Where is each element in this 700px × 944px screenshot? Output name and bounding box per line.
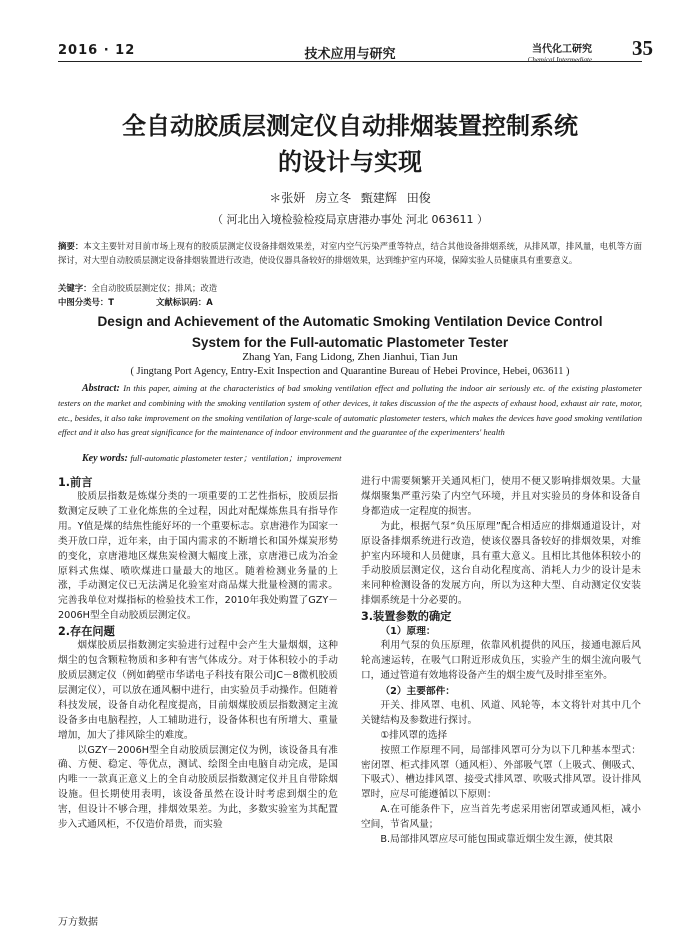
abstract-cn-text: 本文主要针对目前市场上现有的胶质层测定仪设备排烟效果差，对室内空气污染严重等特点，结合其他设备排烟系统，从排风罩，排风量，电机等方面探讨，对大型自动胶质层测定设备排烟装置进行改造，使设仪器具备较好的排烟效果，达到维护室内环境，保障实验人员健康具有重要意义。 xyxy=(58,241,643,265)
title-en-line1: Design and Achievement of the Automatic Smoking Ventilation Device Control xyxy=(97,314,603,329)
abstract-en-label: Abstract xyxy=(82,383,117,394)
doc-code-label: 文献标识码： xyxy=(155,297,207,307)
abstract-cn-label: 摘要： xyxy=(58,241,84,251)
keywords-en-label: Key words xyxy=(82,453,125,464)
abstract-cn xyxy=(58,239,642,267)
paragraph: 按照工作原理不同，局部排风罩可分为以下几种基本型式：密闭罩、柜式排风罩（通风柜）、外部吸气罩（上吸式、侧吸式、下吸式）、槽边排风罩、接受式排风罩、吹吸式排风罩。设计排风罩时，应尽可能遵循以下原则： xyxy=(361,744,641,801)
page-number: 35 xyxy=(632,36,653,60)
section-heading: 2.存在问题 xyxy=(58,625,115,639)
body-column-right xyxy=(361,475,641,848)
title-cn-line1: 全自动胶质层测定仪自动排烟装置控制系统 xyxy=(122,112,578,140)
paragraph: 为此，根据气泵“负压原理”配合相适应的排烟通道设计，对原设备排烟系统进行改造，使该仪器具备较好的排烟效果，对维护室内环境和人员健康，具有重大意义。且相比其他体积较小的手动胶质层测定仪，这台自动化程度高、消耗人力少的设计是未来同种检测设备的发展方向，所以为这种大型、自动测定仪安装排烟系统是十分必要的。 xyxy=(361,520,641,607)
section-heading: 3.装置参数的确定 xyxy=(361,610,452,624)
authors-cn: ＊张妍 房立冬 甄建辉 田俊 xyxy=(269,191,431,205)
title-cn-line2: 的设计与实现 xyxy=(278,148,422,176)
class-label: 中图分类号： xyxy=(58,297,109,307)
paragraph: 胶质层指数是炼煤分类的一项重要的工艺性指标，胶质层指数测定反映了工业化炼焦的全过程，因此对配煤炼焦具有指导作用。Y值是煤的结焦性能好坏的一个重要标志。京唐港作为国家一类开放口岸，近年来，由于国内需求的不断增长和国外煤炭形势的变化，京唐港地区煤焦炭检测大幅度上涨，京唐港已成为冶金原料式焦煤、喷吹煤进口量最大的地区。随着检测业务量的上涨，手动测定仪已无法满足化验室对商品煤大批量检测的需求。完善我单位对煤指标的检验技术工作，2010年我处购置了GZY－2006H型全自动胶质层测定仪。 xyxy=(58,491,338,622)
keywords-en-text: full-automatic plastometer tester；ventilation；improvement xyxy=(130,453,342,463)
paragraph: 以GZY－2006H型全自动胶质层测定仪为例，该设备具有准确、方便、稳定、等优点，测试、绘图全由电脑自动完成，是国内唯一一款真正意义上的全自动胶质层指数测定仪并且自带除烟设施。但长期使用表明，该设备虽然在设计时考虑到烟尘的危害，但设计不够合理，排烟效果差。为此，多数实验室为其配置步入式通风柜，不仅造价昂贵，而实验 xyxy=(58,744,338,831)
subsection-heading: （1）原理： xyxy=(380,626,436,638)
abstract-en-text: In this paper, aiming at the characteristics of bad smoking ventilation effect and polluting the indoor air seriously etc. of the existing plastometer testers on the market and combining with the smoking ventilation system of other devices, it takes discussion of the the aspects of exhaust hood, exhaust air rate, motor, etc., besides, it also take improvement on the smoking ventilation of large-scale of automatic plastometer testers, which makes the devices have good smoking ventilation effect and it also has great significance for the maintenance of indoor environment and the guarantee of the experimenters' health xyxy=(58,383,642,437)
section-heading: 1.前言 xyxy=(58,476,93,489)
keywords-cn-text: 全自动胶质层测定仪；排风；改造 xyxy=(91,283,218,293)
classification-line xyxy=(58,296,213,308)
paragraph: ①排风罩的选择 xyxy=(380,729,448,741)
paragraph: 利用气泵的负压原理，依靠风机提供的风压，接通电源后风轮高速运转，在吸气口附近形成负压，实验产生的烟尘流向吸气口，通过管道有效地将设备产生的烟尘废气及时排至室外。 xyxy=(361,640,641,681)
paragraph: 烟煤胶质层指数测定实验进行过程中会产生大量烟烟，这种烟尘的包含颗粒物质和多种有害气体成分。对于体积较小的手动胶质层测定仪（例如鹤壁市华诺电子科技有限公司JC－8微机胶质层测定仪），可以放在通风橱中进行，由实验员手动操作。但随着科技发展，设备自动化程度提高，目前烟煤胶质层指数测定主流设备多由电脑程控，人工辅助进行，设备体积也有所增大、重量增加，加大了排风除尘的难度。 xyxy=(58,640,338,741)
keywords-en: Key words: full-automatic plastometer tester；ventilation；improvement xyxy=(82,453,342,464)
paragraph: 开关、排风罩、电机、风道、风轮等，本文将针对其中几个关键结构及参数进行探讨。 xyxy=(361,699,641,726)
subsection-heading: （2）主要部件： xyxy=(380,685,455,697)
body-column-left xyxy=(58,475,338,833)
issue-label: 2016 · 12 xyxy=(58,43,136,58)
abstract-en: Abstract: In this paper, aiming at the characteristics of bad smoking ventilation effect and polluting the indoor air seriously etc. of the existing plastometer testers on the market and combining with the smoking ventilation system of other devices, it takes discussion of the the aspects of exhaust hood, exhaust air rate, motor, etc., besides, it also take improvement on the smoking ventilation of large-scale of automatic plastometer testers, which makes the devices have good smoking ventilation effect and it also has great significance for the maintenance of indoor environment and the guarantee of the experimenters' health xyxy=(58,383,642,437)
paragraph: A.在可能条件下，应当首先考虑采用密闭罩或通风柜，减小空间，节省风量； xyxy=(361,804,641,831)
section-title: 技术应用与研究 xyxy=(304,47,396,62)
article-title-cn xyxy=(0,108,700,180)
keywords-cn-label: 关键字： xyxy=(58,283,92,293)
paragraph: 进行中需要频繁开关通风柜门，使用不便又影响排烟效果。大量煤烟聚集严重污染了内空气环境，并且对实验员的身体和设备自身都造成一定程度的损害。 xyxy=(361,476,641,517)
authors-en: Zhang Yan, Fang Lidong, Zhen Jianhui, Tian Jun xyxy=(242,351,458,363)
article-title-en xyxy=(0,311,700,353)
class-value: T xyxy=(108,297,114,307)
affiliation-en: ( Jingtang Port Agency, Entry-Exit Inspection and Quarantine Bureau of Hebei Province, Hebei, 063611 ) xyxy=(130,366,570,377)
footer-source: 万方数据 xyxy=(58,917,98,928)
keywords-cn xyxy=(58,282,217,294)
doc-code-value: A xyxy=(206,297,213,307)
paragraph: B.局部排风罩应尽可能包围或靠近烟尘发生源，使其限 xyxy=(380,834,613,846)
journal-name-en: Chemical Intermediate xyxy=(527,56,592,64)
title-en-line2: System for the Full-automatic Plastometer Tester xyxy=(191,335,509,350)
affiliation-cn: （ 河北出入境检验检疫局京唐港办事处 河北 063611 ） xyxy=(212,213,488,226)
journal-name-cn: 当代化工研究 xyxy=(532,44,592,55)
header-rule xyxy=(58,61,642,62)
